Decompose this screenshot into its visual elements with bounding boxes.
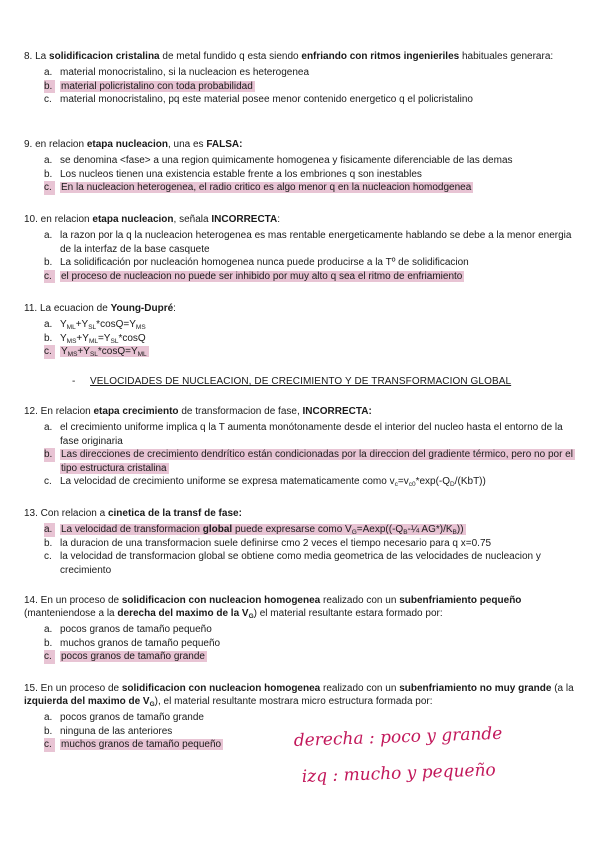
text-run: , una es <box>167 139 207 150</box>
text-run: pocos granos de tamaño grande <box>60 712 204 723</box>
option-a <box>24 421 580 448</box>
option-text <box>60 67 309 78</box>
option-c <box>24 475 580 489</box>
option-b <box>24 448 580 475</box>
bold-text: izquierda del maximo de V <box>24 696 150 707</box>
option-marker: c. <box>44 270 55 284</box>
text-run: habituales generara: <box>459 51 554 62</box>
option-marker: c. <box>44 94 52 105</box>
option-b <box>24 256 580 270</box>
text-run: Y <box>61 346 68 357</box>
text-run: La velocidad de transformacion <box>61 524 203 535</box>
option-b <box>24 637 580 651</box>
option-marker: b. <box>44 637 53 649</box>
handwritten-note-left: izq : mucho y pequeño <box>301 760 497 787</box>
text-run: la velocidad de transformacion global se obtiene como media geometrica de las velocidades de nucleacion y crecimiento <box>60 551 541 576</box>
option-text <box>60 319 146 330</box>
question-8 <box>24 50 580 107</box>
question-13 <box>24 507 580 577</box>
option-marker: c. <box>44 650 55 664</box>
option-marker: b. <box>44 80 55 94</box>
option-text <box>60 333 146 344</box>
option-text <box>60 726 172 737</box>
text-run: -¼ AG*)/K <box>407 524 453 535</box>
text-run: realizado con un <box>320 595 400 606</box>
text-run: el proceso de nucleacion no puede ser inhibido por muy alto q sea el ritmo de enfriamiento <box>61 270 463 282</box>
option-text <box>60 81 255 92</box>
text-run: (a la <box>551 683 574 694</box>
subscript: G <box>351 529 357 536</box>
option-c <box>24 181 580 195</box>
text-run: muchos granos de tamaño pequeño <box>60 637 221 649</box>
text-run: de transformacion de fase, <box>178 406 303 417</box>
option-a <box>24 66 580 80</box>
text-run: se denomina <fase> a una region quimicamente homogenea y fisicamente diferenciable de las demas <box>60 155 513 166</box>
subscript: c <box>394 481 398 488</box>
bold-text: enfriando con ritmos ingenieriles <box>301 51 460 62</box>
option-text <box>60 712 204 723</box>
option-c <box>24 650 580 664</box>
bold-text: FALSA: <box>206 139 243 150</box>
bold-text: Young-Dupré <box>110 303 174 314</box>
bold-text: subenfriamiento no muy grande <box>399 683 552 694</box>
text-run: *exp(-Q <box>415 476 451 487</box>
text-run: material policristalino con toda probabilidad <box>61 80 253 92</box>
text-run: Y <box>60 319 67 330</box>
bold-text: solidificacion con nucleacion homogenea <box>121 683 321 694</box>
question-12 <box>24 405 580 489</box>
option-a <box>24 523 580 537</box>
option-marker: a. <box>44 422 53 433</box>
option-text <box>60 624 212 635</box>
option-text <box>60 538 491 549</box>
bold-text: etapa nucleacion <box>92 214 174 225</box>
bold-text: global <box>202 524 233 535</box>
option-marker: b. <box>44 537 53 549</box>
option-c <box>24 270 580 284</box>
option-a <box>24 229 580 256</box>
option-text <box>60 524 466 535</box>
text-run: : <box>277 214 281 225</box>
option-text <box>60 346 149 357</box>
option-marker: a. <box>44 67 53 78</box>
text-run: pocos granos de tamaño grande <box>61 651 205 662</box>
option-marker: b. <box>44 448 55 462</box>
text-run: ) el material resultante estara formado por: <box>253 608 443 619</box>
question-stem <box>24 302 580 315</box>
bold-text: subenfriamiento pequeño <box>399 595 522 606</box>
question-9 <box>24 138 580 195</box>
option-a <box>24 318 580 332</box>
bold-text: solidificacion cristalina <box>49 51 160 62</box>
text-run: *cosQ <box>118 332 146 344</box>
option-text <box>60 739 223 750</box>
handwritten-notes <box>290 720 540 800</box>
text-run: de metal fundido q esta siendo <box>159 51 302 62</box>
text-run: 13. Con relacion a <box>24 508 108 519</box>
text-run: Las direcciones de crecimiento dendrítico están condicionadas por la direccion del gradiente térmico, pero no por el tipo estructura cristalina <box>61 449 573 474</box>
options-list <box>24 623 580 664</box>
text-run: la razon por la q la nucleacion heterogenea es mas rentable energeticamente hablando se debe a la menor energia de la interfaz de la base casquete <box>60 230 572 255</box>
question-stem <box>24 405 580 418</box>
section-title-text: VELOCIDADES DE NUCLEACION, DE CRECIMIENTO Y DE TRANSFORMACION GLOBAL <box>90 376 512 387</box>
option-text <box>60 638 220 649</box>
bold-text: INCORRECTA <box>211 214 278 225</box>
option-marker: a. <box>44 319 53 330</box>
option-marker: c. <box>44 476 52 487</box>
options-list <box>24 421 580 489</box>
option-b <box>24 537 580 551</box>
text-run: muchos granos de tamaño pequeño <box>61 739 222 750</box>
text-run: =Aexp((-Q <box>356 524 404 535</box>
text-run: La solidificación por nucleación homogenea nunca puede producirse a la Tº de solidificacion <box>60 257 469 268</box>
text-run: 12. En relacion <box>24 406 94 417</box>
subscript: B <box>452 529 457 536</box>
option-marker: b. <box>44 168 53 180</box>
option-marker: a. <box>44 624 53 635</box>
question-stem <box>24 50 580 63</box>
text-run: (manteniendose a la <box>24 608 118 619</box>
text-run: /(KbT)) <box>454 476 486 487</box>
text-run: material monocristalino, pq este material posee menor contenido energetico q el policristalino <box>60 94 473 105</box>
text-run: realizado con un <box>320 683 400 694</box>
options-list <box>24 523 580 577</box>
question-11 <box>24 302 580 359</box>
option-marker: c. <box>44 181 55 195</box>
bold-text: cinetica de la transf de fase: <box>107 508 242 519</box>
subscript: MS <box>67 351 78 358</box>
text-run: =v <box>397 476 409 487</box>
option-c <box>24 345 580 359</box>
text-run: +Y <box>76 332 89 344</box>
text-run: 11. La ecuacion de <box>24 303 111 314</box>
subscript: B <box>403 529 408 536</box>
text-run: *cosQ=Y <box>97 346 138 357</box>
text-run: ), el material resultante mostrara micro estructura formada por: <box>154 696 433 707</box>
subscript: G <box>248 613 254 620</box>
options-list <box>24 318 580 359</box>
option-marker: c. <box>44 345 55 359</box>
option-marker: a. <box>44 155 53 166</box>
option-marker: c. <box>44 551 52 562</box>
text-run: Y <box>60 332 67 344</box>
question-10 <box>24 213 580 283</box>
question-stem <box>24 138 580 151</box>
subscript: D <box>450 481 455 488</box>
text-run: : <box>173 303 176 314</box>
options-list <box>24 229 580 283</box>
question-stem <box>24 507 580 520</box>
option-marker: a. <box>44 523 55 537</box>
option-a <box>24 154 580 168</box>
text-run: +Y <box>77 346 90 357</box>
option-a <box>24 623 580 637</box>
option-b <box>24 168 580 182</box>
option-text <box>60 651 207 662</box>
handwritten-note-right: derecha : poco y grande <box>293 723 503 751</box>
option-text <box>60 271 464 282</box>
subscript: ML <box>137 351 147 358</box>
option-text <box>60 182 473 193</box>
text-run: la duracion de una transformacion suele definirse cmo 2 veces el tiempo necesario para q x=0.75 <box>60 537 492 549</box>
text-run: 15. En un proceso de <box>24 683 122 694</box>
question-14 <box>24 594 580 664</box>
option-marker: b. <box>44 725 53 737</box>
text-run: ninguna de las anteriores <box>60 725 173 737</box>
text-run: 14. En un proceso de <box>24 595 122 606</box>
text-run: pocos granos de tamaño pequeño <box>60 624 212 635</box>
option-text <box>60 257 469 268</box>
options-list <box>24 66 580 107</box>
subscript: ML <box>66 324 76 331</box>
text-run: *cosQ=Y <box>96 319 136 330</box>
option-b <box>24 80 580 94</box>
option-b <box>24 332 580 346</box>
option-text <box>60 94 473 105</box>
option-c <box>24 93 580 107</box>
option-c <box>24 550 580 577</box>
subscript: G <box>149 701 155 708</box>
option-marker: a. <box>44 230 53 241</box>
text-run: )) <box>456 524 464 535</box>
option-text <box>60 230 571 255</box>
subscript: SL <box>88 324 97 331</box>
question-stem <box>24 594 580 620</box>
option-text <box>60 422 563 447</box>
option-text <box>60 551 541 576</box>
text-run: En la nucleacion heterogenea, el radio critico es algo menor q en la nucleacion homodgenea <box>61 182 472 193</box>
subscript: c0 <box>408 481 416 488</box>
bold-text: etapa nucleacion <box>86 139 168 150</box>
text-run: La velocidad de crecimiento uniforme se expresa matematicamente como v <box>60 476 395 487</box>
option-text <box>60 169 422 180</box>
text-run: el crecimiento uniforme implica q la T aumenta monótonamente desde el interior del nucleo hasta el entorno de la fase originaria <box>60 422 563 447</box>
option-text <box>60 476 486 487</box>
question-stem <box>24 682 580 708</box>
text-run: puede expresarse como V <box>232 524 352 535</box>
text-run: 10. en relacion <box>24 214 93 225</box>
option-marker: c. <box>44 738 55 752</box>
subscript: SL <box>89 351 98 358</box>
options-list <box>24 154 580 195</box>
text-run: =Y <box>97 332 111 344</box>
bold-text: INCORRECTA: <box>302 406 372 417</box>
text-run: 9. en relacion <box>24 139 87 150</box>
bold-text: solidificacion con nucleacion homogenea <box>121 595 321 606</box>
bold-text: derecha del maximo de la V <box>117 608 249 619</box>
option-text <box>60 449 575 474</box>
subscript: SL <box>110 337 119 345</box>
text-run: Los nucleos tienen una existencia estable frente a los embriones q son inestables <box>60 168 422 180</box>
section-title-dash: - <box>72 376 76 387</box>
option-marker: b. <box>44 257 53 268</box>
subscript: ML <box>88 337 98 345</box>
text-run: , señala <box>173 214 212 225</box>
option-marker: a. <box>44 712 53 723</box>
subscript: MS <box>66 337 77 345</box>
question-stem <box>24 213 580 226</box>
option-text <box>60 155 513 166</box>
text-run: 8. La <box>24 51 50 62</box>
option-marker: b. <box>44 332 53 344</box>
subscript: MS <box>135 324 146 331</box>
text-run: material monocristalino, si la nucleacion es heterogenea <box>60 67 310 78</box>
text-run: +Y <box>75 319 89 330</box>
bold-text: etapa crecimiento <box>93 406 179 417</box>
